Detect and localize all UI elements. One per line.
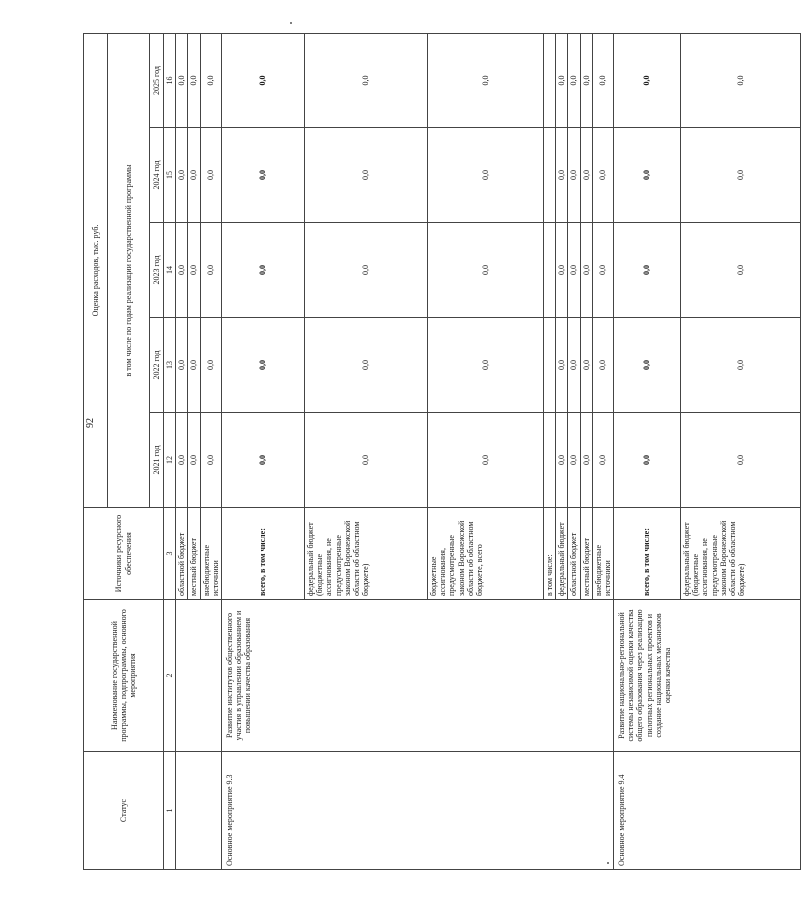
budget-table-frame	[83, 34, 747, 870]
header-year: 2024 год	[150, 128, 164, 223]
value-cell: 0,0	[200, 128, 221, 223]
value-cell: 0,0	[556, 33, 568, 127]
source-cell: областной бюджет	[568, 508, 580, 600]
header-estimate: Оценка расходов, тыс. руб.	[84, 33, 108, 507]
value-cell: 0,0	[580, 318, 592, 413]
value-cell: 0,0	[556, 223, 568, 318]
value-cell: 0,0	[221, 223, 304, 318]
value-cell: 0,0	[556, 318, 568, 413]
source-cell: в том числе:	[543, 508, 555, 600]
value-cell: 0,0	[188, 128, 200, 223]
value-cell: 0,0	[592, 318, 613, 413]
page-number: 92	[85, 418, 96, 428]
value-cell: 0,0	[614, 33, 681, 127]
value-cell: 0,0	[681, 223, 801, 318]
value-cell: 0,0	[568, 223, 580, 318]
value-cell: 0,0	[200, 223, 221, 318]
value-cell: 0,0	[568, 33, 580, 127]
value-cell: 0,0	[304, 223, 427, 318]
column-number: 16	[164, 33, 176, 127]
column-number: 1	[164, 752, 176, 870]
column-number: 3	[164, 508, 176, 600]
value-cell: 0,0	[556, 413, 568, 508]
value-cell: 0,0	[188, 318, 200, 413]
value-cell: 0,0	[221, 33, 304, 127]
value-cell	[543, 223, 555, 318]
value-cell	[543, 318, 555, 413]
value-cell: 0,0	[221, 318, 304, 413]
header-row-1	[84, 33, 108, 869]
value-cell: 0,0	[568, 413, 580, 508]
value-cell: 0,0	[427, 223, 543, 318]
value-cell: 0,0	[580, 33, 592, 127]
value-cell: 0,0	[580, 413, 592, 508]
source-cell: федеральный бюджет (бюджетные ассигнования, не предусмотренные законом Воронежской области об областном бюджете)	[304, 508, 427, 600]
source-cell: федеральный бюджет	[556, 508, 568, 600]
value-cell: 0,0	[304, 128, 427, 223]
value-cell: 0,0	[592, 33, 613, 127]
value-cell: 0,0	[427, 413, 543, 508]
value-cell: 0,0	[556, 128, 568, 223]
value-cell: 0,0	[568, 128, 580, 223]
scan-speck	[290, 22, 292, 24]
value-cell: 0,0	[614, 223, 681, 318]
value-cell: 0,0	[580, 223, 592, 318]
budget-table	[83, 33, 801, 870]
header-sources: Источники ресурсного обеспечения	[84, 508, 164, 600]
value-cell: 0,0	[592, 413, 613, 508]
event-status: Основное мероприятие 9.4	[614, 752, 801, 870]
source-cell: всего, в том числе:	[221, 508, 304, 600]
value-cell	[543, 128, 555, 223]
value-cell: 0,0	[614, 318, 681, 413]
value-cell: 0,0	[592, 223, 613, 318]
event-name: Развитие институтов общественного участия в управлении образованием и повышении качества образования	[221, 600, 613, 752]
value-cell: 0,0	[200, 33, 221, 127]
column-number: 2	[164, 600, 176, 752]
value-cell: 0,0	[176, 318, 188, 413]
column-number: 14	[164, 223, 176, 318]
value-cell	[543, 413, 555, 508]
source-cell: внебюджетные источники	[200, 508, 221, 600]
value-cell: 0,0	[681, 128, 801, 223]
column-number: 12	[164, 413, 176, 508]
event-name: Развитие национально-региональной системы независимой оценки качества общего образования через реализацию пилотных региональных проектов и создание национальных механизмов оценки качества	[614, 600, 801, 752]
value-cell: 0,0	[580, 128, 592, 223]
source-cell: бюджетные ассигнования, предусмотренные законом Воронежской области об областном бюджете, всего	[427, 508, 543, 600]
header-year: 2023 год	[150, 223, 164, 318]
value-cell: 0,0	[176, 128, 188, 223]
value-cell: 0,0	[304, 318, 427, 413]
source-cell: областной бюджет	[176, 508, 188, 600]
column-number: 15	[164, 128, 176, 223]
header-by-years: в том числе по годам реализации государственной программы	[108, 33, 150, 507]
value-cell: 0,0	[176, 223, 188, 318]
value-cell: 0,0	[188, 413, 200, 508]
header-year: 2022 год	[150, 318, 164, 413]
value-cell: 0,0	[176, 33, 188, 127]
value-cell: 0,0	[427, 318, 543, 413]
value-cell: 0,0	[614, 128, 681, 223]
table-row	[176, 33, 188, 869]
status-cell-empty	[176, 752, 222, 870]
event-status: Основное мероприятие 9.3	[221, 752, 613, 870]
value-cell: 0,0	[221, 413, 304, 508]
value-cell: 0,0	[200, 318, 221, 413]
source-cell: внебюджетные источники	[592, 508, 613, 600]
value-cell: 0,0	[568, 318, 580, 413]
value-cell: 0,0	[200, 413, 221, 508]
value-cell: 0,0	[681, 318, 801, 413]
value-cell: 0,0	[614, 413, 681, 508]
value-cell: 0,0	[681, 33, 801, 127]
source-cell: всего, в том числе:	[614, 508, 681, 600]
value-cell: 0,0	[188, 33, 200, 127]
column-number: 13	[164, 318, 176, 413]
value-cell: 0,0	[427, 33, 543, 127]
value-cell: 0,0	[221, 128, 304, 223]
value-cell: 0,0	[304, 413, 427, 508]
header-year: 2021 год	[150, 413, 164, 508]
value-cell: 0,0	[681, 413, 801, 508]
table-row	[614, 33, 681, 869]
value-cell: 0,0	[592, 128, 613, 223]
header-status: Статус	[84, 752, 164, 870]
name-cell-empty	[176, 600, 222, 752]
value-cell: 0,0	[176, 413, 188, 508]
source-cell: местный бюджет	[580, 508, 592, 600]
value-cell: 0,0	[304, 33, 427, 127]
source-cell: местный бюджет	[188, 508, 200, 600]
header-name: Наименование государственной программы, подпрограммы, основного мероприятия	[84, 600, 164, 752]
value-cell: 0,0	[188, 223, 200, 318]
value-cell	[543, 33, 555, 127]
header-year: 2025 год	[150, 33, 164, 127]
table-row	[221, 33, 304, 869]
column-number-row	[164, 33, 176, 869]
source-cell: федеральный бюджет (бюджетные ассигнования, не предусмотренные законом Воронежской области об областном бюджете)	[681, 508, 801, 600]
value-cell: 0,0	[427, 128, 543, 223]
